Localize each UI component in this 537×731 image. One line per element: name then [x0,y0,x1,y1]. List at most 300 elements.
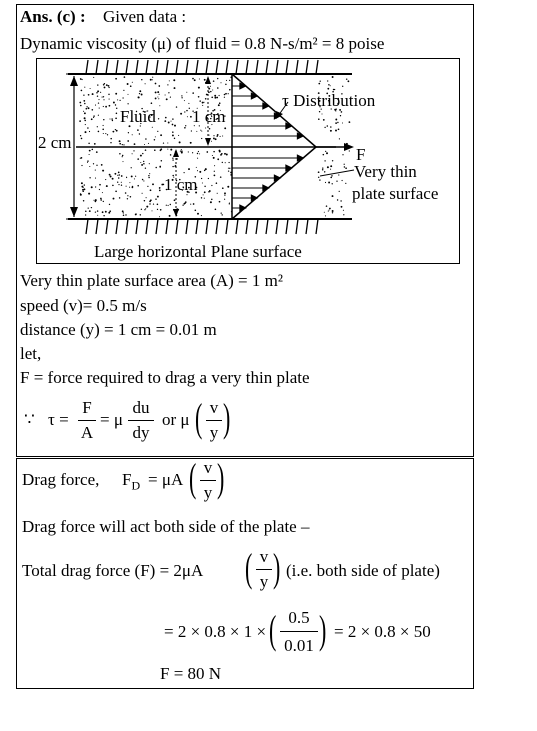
height-label: 2 cm [38,133,72,152]
fluid-dot [83,100,85,102]
fluid-dot [166,205,167,206]
fluid-dot [92,149,94,151]
fluid-dot [201,138,202,139]
fluid-dot [111,118,113,120]
fluid-dot [188,103,189,104]
fluid-dot [88,193,90,195]
fluid-dot [116,113,118,115]
fluid-dot [203,194,204,195]
fluid-dot [220,176,222,178]
fluid-dot [318,177,319,178]
fluid-dot [102,170,104,172]
fluid-dot [332,76,334,78]
fluid-dot [152,77,153,78]
fluid-dot [95,211,96,212]
fluid-dot [197,153,198,154]
fluid-dot [139,93,140,94]
fluid-dot [174,138,175,139]
fluid-dot [188,151,189,152]
fluid-dot [328,182,330,184]
fluid-dot [127,103,128,104]
fluid-dot [228,170,229,171]
fluid-dot [103,99,104,100]
fluid-dot [168,205,169,206]
fluid-dot [179,141,181,143]
fluid-dot [85,211,87,213]
fluid-dot [319,111,320,112]
fluid-dot [84,120,86,122]
fluid-dot [140,214,141,215]
fluid-dot [181,149,182,150]
fluid-dot [119,153,121,155]
fluid-dot [134,143,136,145]
fluid-dot [228,162,229,163]
fluid-dot [157,196,159,198]
fluid-dot [89,154,90,155]
fluid-dot [229,80,230,81]
fluid-dot [105,106,107,108]
fluid-dot [168,92,169,93]
fluid-dot [330,130,332,132]
fluid-dot [225,84,226,85]
fluid-dot [172,118,173,119]
fluid-dot [342,180,343,181]
fluid-dot [158,98,159,99]
fluid-dot [112,185,114,187]
fluid-dot [224,192,226,194]
fluid-dot [324,212,325,213]
fluid-dot [204,198,205,199]
fluid-dot [123,215,125,217]
fluid-dot [210,86,211,87]
fluid-dot [112,120,113,121]
fluid-dot [93,115,94,116]
fluid-dot [194,79,196,81]
fluid-dot [86,108,88,110]
fluid-dot [330,126,332,128]
fluid-dot [103,119,104,120]
fluid-dot [206,94,208,96]
fluid-dot [192,78,194,80]
fluid-dot [319,179,320,180]
fluid-dot [322,168,323,169]
both-sides-line: Drag force will act both side of the plate – [22,517,310,536]
total-frac-y: y [259,572,269,591]
fluid-dot [199,153,200,154]
fluid-dot [197,170,198,171]
fluid-dot [119,174,120,175]
fluid-dot [221,212,222,213]
fluid-dot [115,117,117,119]
fluid-dot [200,130,201,131]
fluid-dot [176,106,177,107]
fluid-dot [185,201,187,203]
fluid-dot [103,215,104,216]
fluid-dot [97,90,99,92]
fluid-dot [229,203,230,204]
fluid-dot [135,176,136,177]
fluid-dot [127,83,129,85]
fluid-dot [142,179,144,181]
fluid-dot [122,161,123,162]
fluid-dot [150,79,152,81]
fluid-dot [127,198,128,199]
fluid-dot [157,204,159,206]
area-line: Very thin plate surface area (A) = 1 m² [20,271,283,290]
fluid-dot [216,97,218,99]
bottom-gap-label: 1 cm [164,175,198,194]
fluid-dot [106,185,108,187]
fluid-dot [90,88,91,89]
frac-F: F [82,398,92,417]
fluid-dot [85,131,87,133]
fluid-dot [80,158,81,159]
fluid-dot [150,189,152,191]
fluid-dot [130,85,132,87]
fluid-dot [122,210,124,212]
fluid-dot [115,78,117,80]
fluid-dot [325,182,326,183]
fluid-dot [197,213,199,215]
fluid-dot [108,212,110,214]
fluid-dot [134,178,135,179]
fluid-dot [83,95,84,96]
calc-right: = 2 × 0.8 × 50 [334,622,431,641]
diagram-caption: Large horizontal Plane surface [94,242,302,261]
fluid-dot [349,121,351,123]
fluid-dot [138,97,140,99]
fluid-dot [327,80,328,81]
fluid-dot [152,79,153,80]
fluid-dot [108,87,109,88]
fluid-dot [84,117,86,119]
top-hatching [86,60,318,74]
fluid-dot [135,213,137,215]
fluid-dot [213,157,215,159]
fluid-dot [160,149,162,151]
fluid-dot [328,84,330,86]
fluid-dot [226,154,228,156]
fluid-dot [331,175,332,176]
fluid-dot [172,159,173,160]
fluid-dot [228,168,229,169]
fluid-dot [337,122,338,123]
fluid-dot [98,102,99,103]
fluid-dot [105,133,106,134]
fluid-dot [159,216,160,217]
fluid-dot [176,158,177,159]
fluid-dot [214,95,216,97]
fluid-dot [229,89,231,91]
fluid-dot [152,183,154,185]
fluid-dot [218,104,220,106]
fluid-dot [140,155,142,157]
fluid-dot [83,200,85,202]
fluid-dot [197,158,198,159]
fluid-dot [143,180,144,181]
fluid-dot [88,207,89,208]
fluid-dot [81,186,83,188]
fluid-dot [211,96,213,98]
fluid-dot [152,127,153,128]
fluid-dot [81,90,83,92]
fluid-dot [222,187,224,189]
fluid-dot [152,210,153,211]
fluid-dot [117,182,118,183]
fluid-dot [208,178,209,179]
fluid-dot [195,210,197,212]
fluid-dot [80,78,82,80]
fluid-dot [214,175,216,177]
fluid-dot [220,82,221,83]
fluid-dot [122,144,123,145]
fluid-dot [103,125,104,126]
fluid-label: Fluid [120,107,156,126]
fluid-dot [220,136,221,137]
fluid-dot [332,210,334,212]
fluid-dot [167,149,168,150]
fluid-dot [167,142,168,143]
fluid-dot [332,212,333,213]
plate-label-1: Very thin [354,162,417,181]
total-frac-v: v [259,547,269,566]
fluid-dot [88,107,90,109]
fluid-dot [161,160,163,162]
fluid-dot [225,93,227,95]
fluid-dot [97,84,98,85]
fluid-dot [212,155,213,156]
fluid-dot [213,151,215,153]
fluid-dot [84,184,85,185]
fluid-dot [192,152,193,153]
fluid-dot [226,80,227,81]
fluid-dot [95,105,96,106]
fluid-dot [180,150,181,151]
fluid-dot [325,215,326,216]
fluid-dot [208,88,210,90]
fluid-dot [206,151,208,153]
fluid-dot [114,173,116,175]
fluid-dot [209,190,210,191]
fluid-dot [155,198,157,200]
fluid-dot [139,133,140,134]
fluid-dot [191,130,192,131]
shear-diagram [36,58,460,264]
fluid-dot [160,134,162,136]
fluid-dot [155,83,157,85]
fluid-dot [89,166,90,167]
fluid-dot [186,194,187,195]
let-line: let, [20,344,42,363]
fluid-dot [89,131,90,132]
fluid-dot [174,125,176,127]
fluid-dot [332,195,334,197]
fluid-dot [132,153,133,154]
fluid-dot [325,151,326,152]
fluid-dot [181,95,182,96]
fluid-dot [180,113,182,115]
drag-force-label: Drag force, [22,470,100,489]
fluid-dot [318,118,320,120]
fluid-dot [224,94,226,96]
fluid-dot [198,151,199,152]
fluid-dot [110,138,112,140]
fluid-dot [100,198,102,200]
fluid-dot [141,209,142,210]
fluid-dot [121,175,123,177]
fluid-dot [137,158,139,160]
fluid-dot [122,97,123,98]
fluid-dot [219,102,221,104]
fluid-dot [342,154,343,155]
fluid-dot [166,98,168,100]
fluid-dot [157,209,158,210]
fluid-dot [99,108,100,109]
fluid-dot [201,131,202,132]
fluid-dot [97,126,98,127]
fluid-dot [343,210,344,211]
fluid-dot [145,83,146,84]
fluid-dot [123,212,124,213]
fluid-dot [174,199,176,201]
fluid-dot [102,97,103,98]
fluid-dot [104,86,106,88]
fluid-dot [132,134,133,135]
fluid-dot [165,117,167,119]
fluid-dot [145,138,147,140]
fluid-dot [163,142,164,143]
fluid-dot [344,164,345,165]
fluid-dot [213,137,215,139]
fluid-dot [332,160,333,161]
fluid-dot [146,197,147,198]
fluid-dot [127,195,128,196]
fluid-dot [159,190,161,192]
fluid-dot [188,168,190,170]
fluid-dot [155,136,156,137]
fluid-dot [329,210,330,211]
fluid-dot [225,162,226,163]
fluid-dot [170,149,172,151]
fluid-dot [113,102,115,104]
fluid-dot [79,120,81,122]
fluid-dot [103,201,104,202]
fluid-dot [221,153,223,155]
fluid-dot [204,186,205,187]
fluid-dot [204,79,206,81]
fluid-dot [105,211,107,213]
fluid-dot [112,131,114,133]
fluid-dot [327,166,329,168]
fluid-dot [115,93,117,95]
fluid-dot [117,175,118,176]
fluid-dot [91,118,93,120]
fluid-dot [118,177,120,179]
fluid-dot [345,167,347,169]
fluid-dot [117,99,118,100]
fluid-dot [215,138,217,140]
fluid-dot [219,201,221,203]
fluid-dot [216,182,218,184]
fluid-dot [326,205,328,207]
fluid-dot [148,143,149,144]
fluid-dot [159,166,161,168]
fluid-dot [122,155,123,156]
fluid-dot [132,186,134,188]
fluid-dot [97,95,98,96]
fluid-dot [346,78,347,79]
fluid-dot [143,161,144,162]
fluid-dot [330,177,332,179]
fluid-dot [224,153,226,155]
fluid-dot [96,165,97,166]
fluid-dot [170,121,171,122]
fluid-dot [344,166,345,167]
fluid-dot [203,102,204,103]
fluid-dot [102,211,104,213]
fluid-dot [340,200,341,201]
fluid-dot [133,150,134,151]
fluid-dot [102,129,104,131]
fluid-dot [329,208,331,210]
fluid-dot [95,170,96,171]
fluid-dot [173,79,175,81]
top-gap-label: 1 cm [192,107,226,126]
fluid-dot [335,119,337,121]
fluid-dot [155,97,157,99]
fluid-dot [318,171,320,173]
fluid-dot [108,85,110,87]
fluid-dot [121,182,122,183]
fluid-dot [322,169,324,171]
fluid-dot [148,177,149,178]
fluid-dot [185,125,186,126]
fluid-dot [93,163,94,164]
fluid-dot [341,111,343,113]
fluid-dot [190,142,192,144]
viscosity-line: Dynamic viscosity (μ) of fluid = 0.8 N-s/m² = 8 poise [20,34,385,53]
calc-left: = 2 × 0.8 × 1 × [164,622,267,641]
fluid-dot [159,105,160,106]
fluid-dot [347,80,349,82]
fluid-dot [213,135,214,136]
plate-label-2: plate surface [352,184,439,203]
fluid-dot [192,92,194,94]
fluid-dot [89,177,90,178]
fluid-dot [116,130,118,132]
fluid-dot [151,102,153,104]
fluid-dot [205,127,206,128]
fluid-dot [335,130,337,132]
fluid-dot [109,204,110,205]
fluid-dot [98,99,99,100]
fluid-dot [219,95,220,96]
fluid-dot [89,210,91,212]
fluid-dot [169,215,171,217]
fluid-dot [149,203,150,204]
fluid-dot [161,184,163,186]
fluid-dot [349,150,350,151]
fluid-dot [327,125,329,127]
fluid-dot [330,169,331,170]
fluid-dot [119,143,121,145]
fluid-dot [115,129,116,130]
fluid-dot [165,94,166,95]
fluid-dot [88,94,90,96]
fluid-dot [324,127,325,128]
fluid-dot [340,115,341,116]
fluid-dot [108,94,109,95]
